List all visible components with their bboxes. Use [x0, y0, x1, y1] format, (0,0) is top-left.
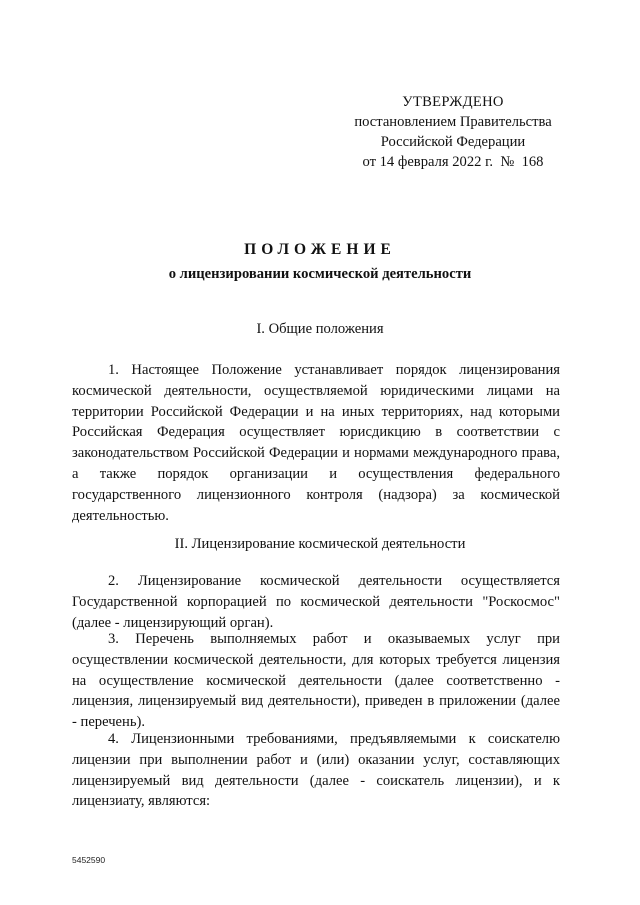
paragraph-2: 2. Лицензирование космической деятельности осуществляется Государственной корпорацией по космической деятельности "Роскосмос" (далее - лицензирующий орган).: [72, 573, 560, 631]
approval-line-country: Российской Федерации: [380, 134, 526, 150]
approval-title: УТВЕРЖДЕНО: [402, 94, 504, 110]
section-2-heading: II. Лицензирование космической деятельности: [174, 536, 466, 552]
section-1-heading: I. Общие положения: [256, 321, 384, 337]
document-code: 5452590: [72, 855, 106, 865]
paragraph-1: 1. Настоящее Положение устанавливает порядок лицензирования космической деятельности, осуществляемой юридическими лицами на территории Российской Федерации и на иных территориях, над которыми Российская Федерация осуществляет юрисдикцию в соответствии с законодательством Российской Федерации и нормами международного права, а также порядок организации и осуществления федерального государственного лицензионного контроля (надзора) за космической деятельностью.: [72, 362, 560, 524]
paragraph-4: 4. Лицензионными требованиями, предъявляемыми к соискателю лицензии при выполнении работ и (или) оказании услуг, составляющих лицензируемый вид деятельности (далее - соискатель лицензии), и к лицензиату, являются:: [72, 731, 560, 810]
document-subtitle: о лицензировании космической деятельности: [168, 266, 472, 282]
approval-line-decree: постановлением Правительства: [354, 114, 552, 130]
paragraph-3: 3. Перечень выполняемых работ и оказываемых услуг при осуществлении космической деятельности, для которых требуется лицензия на осуществление космической деятельности (далее соответственно - лицензия, лицензируемый вид деятельности), приведен в приложении (далее - перечень).: [72, 631, 560, 731]
approval-stamp: [338, 92, 568, 172]
approval-line-date-number: от 14 февраля 2022 г. № 168: [362, 154, 544, 170]
document-title: ПОЛОЖЕНИЕ: [244, 241, 396, 258]
